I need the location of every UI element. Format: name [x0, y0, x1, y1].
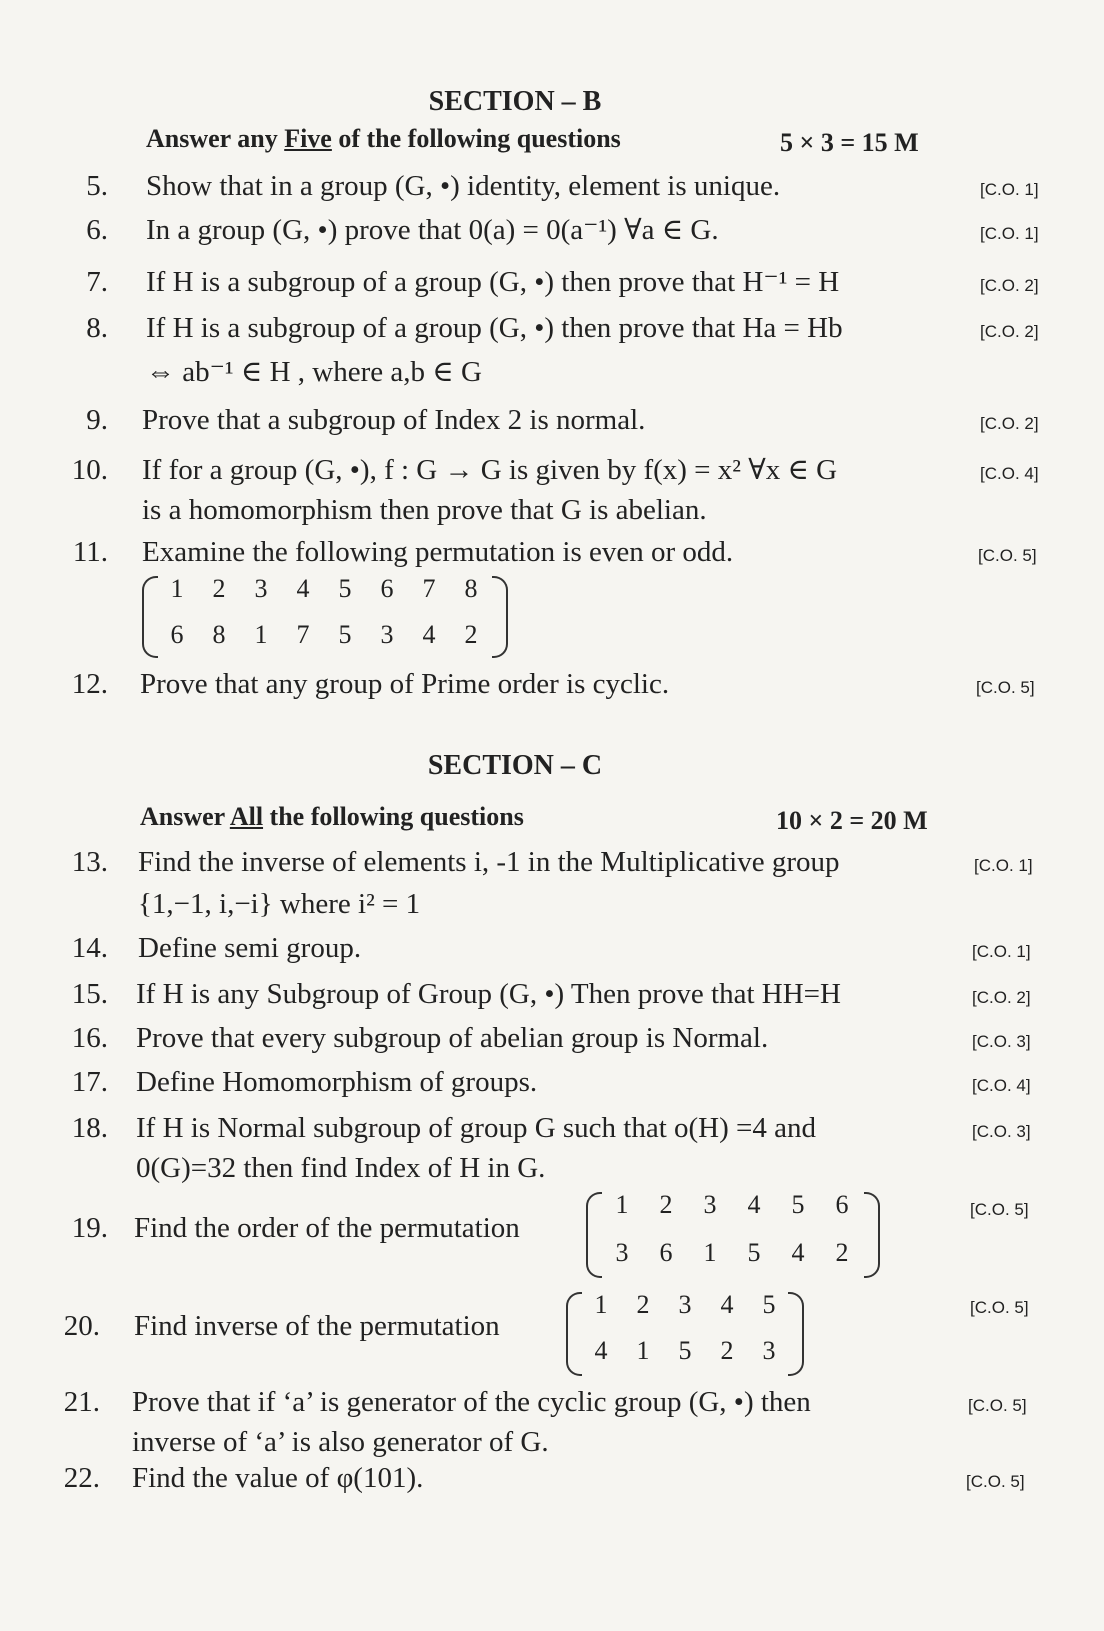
perm-top-row: 1 2 3 4 5 6 7 8 — [170, 574, 478, 603]
section-c-marks: 10 × 2 = 20 M — [776, 806, 928, 835]
co-tag: [C.O. 5] — [968, 1396, 1027, 1415]
co-tag: [C.O. 2] — [980, 276, 1039, 295]
co-tag: [C.O. 1] — [980, 224, 1039, 243]
right-paren — [492, 576, 508, 658]
co-tag: [C.O. 5] — [970, 1298, 1029, 1317]
co-tag: [C.O. 1] — [972, 942, 1031, 961]
co-tag: [C.O. 4] — [972, 1076, 1031, 1095]
co-tag: [C.O. 5] — [966, 1472, 1025, 1491]
perm-bottom-row: 4 1 5 2 3 — [594, 1336, 776, 1365]
section-b-title: SECTION – B — [428, 86, 602, 117]
section-c-title: SECTION – C — [427, 750, 603, 781]
co-tag: [C.O. 3] — [972, 1032, 1031, 1051]
co-tag: [C.O. 1] — [980, 180, 1039, 199]
co-tag: [C.O. 2] — [980, 322, 1039, 341]
perm-bottom-row: 6 8 1 7 5 3 4 2 — [170, 620, 478, 649]
section-c-instruction: Answer All the following questions — [140, 802, 524, 831]
section-b-instruction: Answer any Five of the following questions — [146, 124, 621, 153]
section-b-marks: 5 × 3 = 15 M — [780, 128, 919, 157]
co-tag: [C.O. 5] — [976, 678, 1035, 697]
exam-page: SECTION – B Answer any Five of the following questions 5 × 3 = 15 M 5. Show that in a group (G, •) identity, element is unique. [C.O. 1] 6. In a group (G, •) prove that 0(a) = 0(a⁻¹) ∀a ∈ G. [C.O. 1] 7. If H is a subgroup of a group (G, •) then prove that H⁻¹ = H [C.O. 2] 8. If H is a subgroup of a group (G, •) then prove that Ha = Hb [C.O. 2] ⇔ ab⁻¹ ∈ H , where a,b ∈ G 9. Prove that a subgroup of Index 2 is normal. [C.O. 2] 10. If for a group (G, •), f : G → G is given by f(x) = x² ∀x ∈ G [C.O. 4] is a homomorphism then prove that G is abelian. 11. Examine the following permutation is even or odd. [C.O. 5] 1 2 3 4 5 6 7 8 6 8 1 7 5 3 4 2 12. Prove that any group of Prime order is cyclic. [C.O. 5] SECTION – C Answer All the following questions 10 × 2 = 20 M 13. Find the inverse of elements i, -1 in the Multiplicative group [C.O. 1] {1,−1, i,−i} where i² = 1 14. Define semi group. [C.O. 1] 15. If H is any Subgroup of Group (G, •) Then prove that HH=H [C.O. 2] 16. Prove that every subgroup of abelian group is Normal. [C.O. 3] 17. Define Homomorphism of groups. [C.O. 4] 18. If H is Normal subgroup of group G such that o(H) =4 and [C.O. 3] 0(G)=32 then find Index of H in G. 19. Find the order of the permutation [C.O. 5] 1 2 3 4 5 6 3 6 1 5 4 2 20. Find inverse of the permutation [C.O. 5] 1 2 3 4 5 4 1 5 2 3 21. Prove that if ‘a’ is generator of the cyclic group (G, •) then [C.O. 5] inverse of ‘a’ is also generator of G. 22. Find the value of φ(101). [C.O. 5] — [0, 0, 1104, 1631]
perm-top-row: 1 2 3 4 5 — [594, 1290, 776, 1319]
co-tag: [C.O. 2] — [972, 988, 1031, 1007]
co-tag: [C.O. 5] — [978, 546, 1037, 565]
co-tag: [C.O. 5] — [970, 1200, 1029, 1219]
right-paren — [864, 1192, 880, 1278]
co-tag: [C.O. 4] — [980, 464, 1039, 483]
perm-bottom-row: 3 6 1 5 4 2 — [615, 1238, 849, 1267]
right-paren — [788, 1292, 804, 1376]
co-tag: [C.O. 1] — [974, 856, 1033, 875]
co-tag: [C.O. 2] — [980, 414, 1039, 433]
perm-top-row: 1 2 3 4 5 6 — [615, 1190, 849, 1219]
co-tag: [C.O. 3] — [972, 1122, 1031, 1141]
